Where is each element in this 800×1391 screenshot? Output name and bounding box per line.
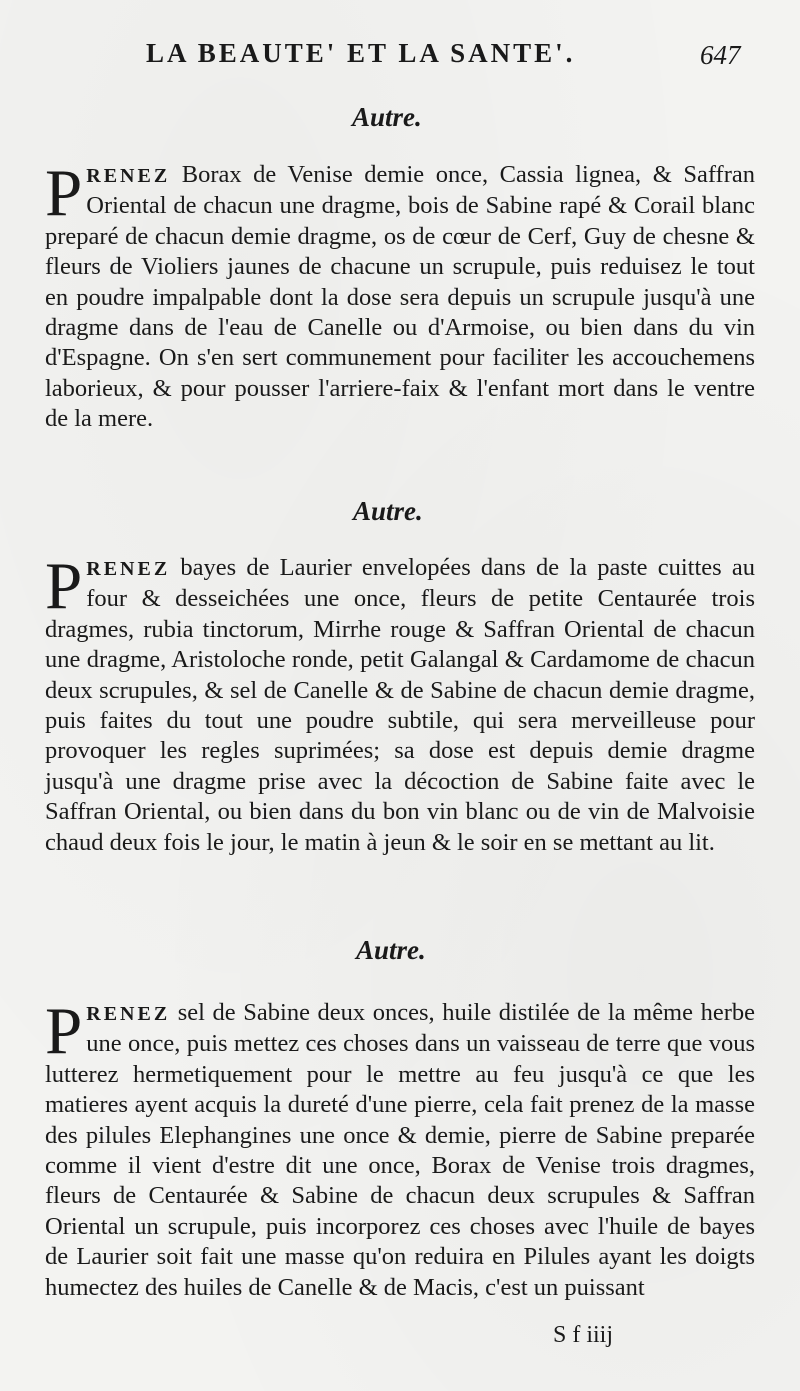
running-title: LA BEAUTE' ET LA SANTE'. — [146, 38, 576, 68]
paragraph-text: sel de Sabine deux onces, huile distilée de la même herbe une once, puis mettez ces choses dans un vaisseau de terre que vous lutterez hermetiquement pour le mettre au feu jusqu'à ce que les matieres ayent acquis la dureté d'une pierre, cela fait prenez de la masse des pilules Elephangines une once & demie, pierre de Sabine preparée comme il vient d'estre dit une once, Borax de Venise trois dragmes, fleurs de Centaurée & Sabine de chacun deux scrupules & Saffran Oriental un scrupule, puis incorporez ces choses avec l'huile de bayes de Laurier soit fait une masse qu'on reduira en Pilules ayant les doigts humectez des huiles de Canelle & de Macis, c'est un puissant — [45, 999, 755, 1301]
drop-cap: P — [45, 994, 83, 1068]
page-number: 647 — [700, 40, 741, 70]
drop-cap: P — [45, 156, 83, 230]
paragraph-text: Borax de Venise demie once, Cassia lignea, & Saffran Oriental de chacun une dragme, bois de Sabine rapé & Corail blanc preparé de chacun demie dragme, os de cœur de Cerf, Guy de chesne & fleurs de Violiers jaunes de chacune un scrupule, puis reduisez le tout en poudre impalpable dont la dose sera depuis un scrupule jusqu'à une dragme dans de l'eau de Canelle ou d'Armoise, ou bien dans du vin d'Espagne. On s'en sert communement pour faciliter les accouchemens laborieux, & pour pousser l'arriere-faix & l'enfant mort dans le ventre de la mere. — [45, 161, 755, 433]
paragraph-text: bayes de Laurier envelopées dans de la paste cuittes au four & desseichées une once, fleurs de petite Centaurée trois dragmes, rubia tinctorum, Mirrhe rouge & Saffran Oriental de chacun une dragme, Aristoloche ronde, petit Galangal & Cardamome de chacun deux scrupules, & sel de Canelle & de Sabine de chacun demie dragme, puis faites du tout une poudre subtile, qui sera merveilleuse pour provoquer les regles suprimées; sa dose est depuis demie dragme jusqu'à une dragme prise avec la décoction de Sabine faite avec le Saffran Oriental, ou bien dans du bon vin blanc ou de vin de Malvoisie chaud deux fois le jour, le matin à jeun & le soir en se mettant au lit. — [45, 554, 755, 856]
recipe-paragraph-1 — [45, 156, 755, 435]
section-title-2: Autre. — [353, 496, 423, 526]
lead-word: RENEZ — [86, 165, 171, 187]
recipe-paragraph-2 — [45, 549, 755, 858]
lead-word: RENEZ — [86, 558, 171, 580]
signature-mark: S f iiij — [553, 1322, 614, 1348]
lead-word: RENEZ — [86, 1003, 171, 1025]
section-title-1: Autre. — [352, 102, 422, 132]
drop-cap: P — [45, 549, 83, 623]
section-title-3: Autre. — [356, 935, 426, 965]
recipe-paragraph-3 — [45, 994, 755, 1303]
